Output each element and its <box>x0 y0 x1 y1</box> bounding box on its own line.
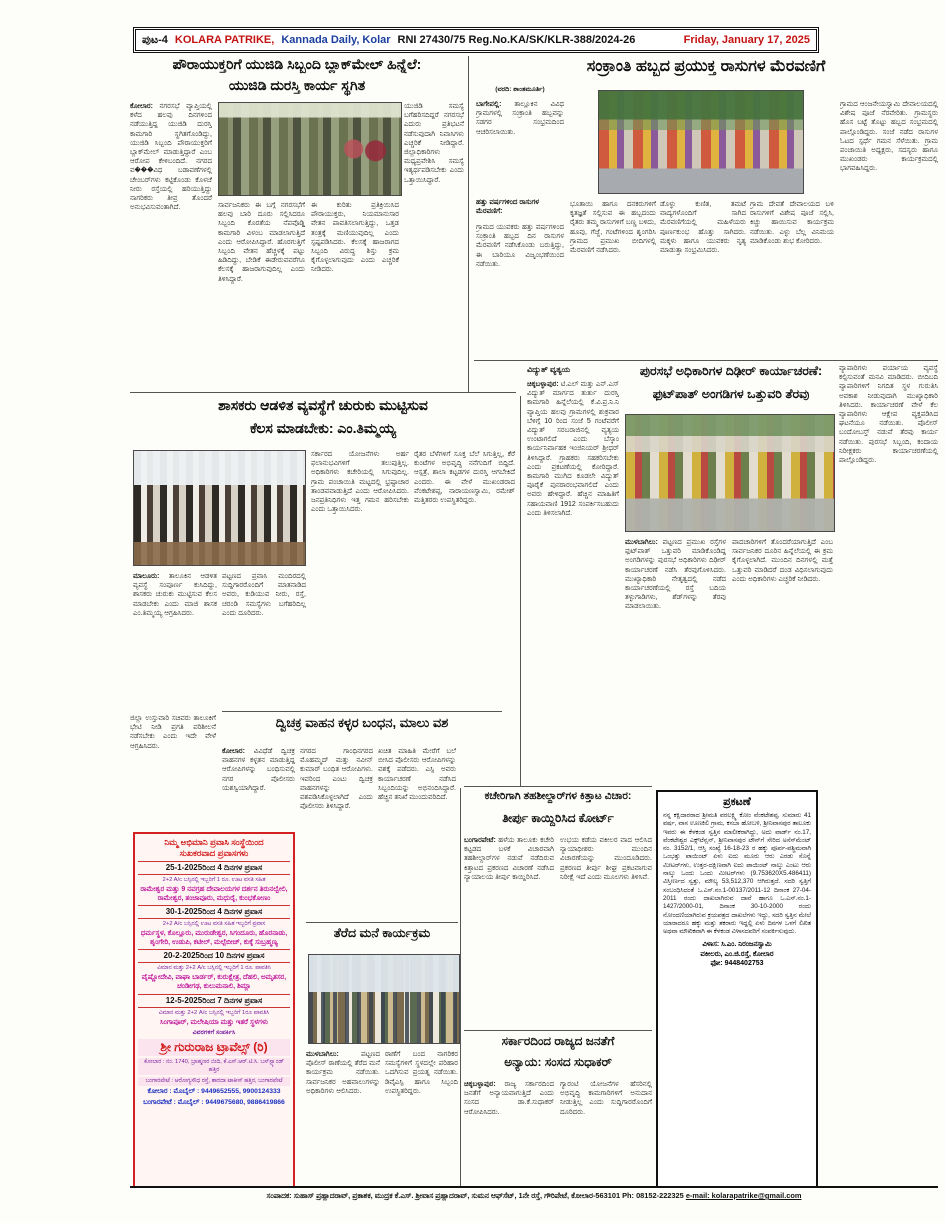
sankranti-col-1b: ಗ್ರಾಮದ ಯುವಕರು ಹತ್ತು ವರ್ಷಗಳಿಂದ ಸಂಕ್ರಾಂತಿ ಹಬ್ಬದ ದಿನ ರಾಸುಗಳ ಮೆರವಣಿಗೆ ನಡೆಸಿಕೊಂಡು ಬರುತ್ತಿದ್ದು, ಈ ಬಾರಿಯೂ ವಿಜೃಂಭಣೆಯಿಂದ ನಡೆಯಿತು. <box>476 224 564 268</box>
shasakaru-body-1: ತಾಲೂಕಿನ ಆಡಳಿತ ವ್ಯವಸ್ಥೆ ಸಂಪೂರ್ಣ ಕುಸಿದಿದ್ದು, ಶಾಸಕರು ಚುರುಕು ಮುಟ್ಟಿಸುವ ಕೆಲಸ ಮಾಡಬೇಕು ಎಂದು ಮಾಜಿ ಶಾಸಕ ಎಂ.ತಿಮ್ಮಯ್ಯ ಆಗ್ರಹಿಸಿದರು. <box>133 573 217 617</box>
dateline-vidyut: ಚಿಕ್ಕಬಳ್ಳಾಪುರ: <box>527 381 559 388</box>
ad-tour4-note: ವಿಮಾನ ಮತ್ತು 2+2 A/c ಬಸ್ಸಿನಲ್ಲಿ ಇಬ್ಬರಿಗೆ 1ರೂ ಪಾವತಿಸಿ <box>158 1009 270 1016</box>
ad-contact-intro: ವಿವರಗಳಿಗೆ ಸಂಪರ್ಕಿಸಿ <box>192 1029 236 1037</box>
masthead <box>133 27 819 53</box>
ugd-col-2: ಸಾರ್ವಜನಿಕರು ಈ ಬಗ್ಗೆ ನಗರಸಭೆಗೆ ಹಲವು ಬಾರಿ ದೂರು ಸಲ್ಲಿಸಿದರೂ ಸಿಬ್ಬಂದಿ ಕೊರತೆಯ ನೆಪವೊಡ್ಡಿ ಕಾಮಗಾರಿ ವಿಳಂಬ ಮಾಡಲಾಗುತ್ತಿದೆ ಎಂದು ಆರೋಪಿಸಿದ್ದಾರೆ. ಹೊರಗುತ್ತಿಗೆ ಸಿಬ್ಬಂದಿ ವೇತನ ಹೆಚ್ಚಳಕ್ಕೆ ಪಟ್ಟು ಹಿಡಿದಿದ್ದು, ಬೇಡಿಕೆ ಈಡೇರುವವರೆಗೂ ಕೆಲಸಕ್ಕೆ ಹಾಜರಾಗುವುದಿಲ್ಲ ಎಂದು ತಿಳಿಸಿದ್ದಾರೆ. <box>218 202 305 283</box>
sankranti-body-1: ತಾಲ್ಲೂಕಿನ ವಿವಿಧ ಗ್ರಾಮಗಳಲ್ಲಿ ಸಂಕ್ರಾಂತಿ ಹಬ್ಬವನ್ನು ಸಡಗರ ಸಂಭ್ರಮದಿಂದ ಆಚರಿಸಲಾಯಿತು. <box>476 101 564 136</box>
tereda-col-1 <box>306 1050 380 1188</box>
page-number-label: ಪುಟ-4 <box>142 33 168 46</box>
ad-tour1-places: ರಾಮೇಶ್ವರ ಮತ್ತು 9 ನವಗ್ರಹ ದೇವಾಲಯಗಳ ದರ್ಶನ ತಿರುನಲ್ವೇಲಿ, ರಾಮೇಶ್ವರ, ತಂಜಾವೂರು, ಮಧುರೈ, ಕುಂಭಕೋಣಂ <box>140 886 288 902</box>
court-col-1 <box>464 836 554 1028</box>
footer-rule <box>130 1186 938 1188</box>
ad-tour3-places: ವೈಷ್ಣೋದೇವಿ, ವಾಘಾ ಬಾರ್ಡರ್, ಕುರುಕ್ಷೇತ್ರ, ದೆಹಲಿ, ಅಮೃತಸರ, ಚಂಡೀಗಢ, ಕುಲುಮನಾಲಿ, ಶಿಮ್ಲಾ <box>141 974 287 990</box>
sankranti-col-2: ಭೂತಾಯಿ ಹಾಗೂ ದನಕರುಗಳಿಗೆ ಕೃತಜ್ಞತೆ ಸಲ್ಲಿಸುವ ಈ ಹಬ್ಬದಂದು ರೈತರು ತಮ್ಮ ರಾಸುಗಳಿಗೆ ಬಣ್ಣ ಬಳಿದು, ಹೂವು, ಗೆಜ್ಜೆ, ಗಂಟೆಗಳಿಂದ ಶೃಂಗರಿಸಿ ಗ್ರಾಮದ ಪ್ರಮುಖ ಬೀದಿಗಳಲ್ಲಿ ಮೆರವಣಿಗೆ ನಡೆಸಿದರು. <box>570 201 656 255</box>
notice-sig-name: ವಿಳಾಸ: ಸಿ.ಎಂ. ನಿರಂಜನಸ್ವಾಮಿ <box>702 941 772 949</box>
dvichakra-col-3: ಖಚಿತ ಮಾಹಿತಿ ಮೇರೆಗೆ ಬಲೆ ಬೀಸಿದ ಪೊಲೀಸರು ಆರೋಪಿಗಳನ್ನು ವಶಕ್ಕೆ ಪಡೆದರು. ಎಸ್ಪಿ ಅವರು ಕಾರ್ಯಾಚರಣೆ ನಡೆಸಿದ ಸಿಬ್ಬಂದಿಯನ್ನು ಅಭಿನಂದಿಸಿದ್ದಾರೆ. ಹೆಚ್ಚಿನ ತನಿಖೆ ಮುಂದುವರಿದಿದೆ. <box>378 748 456 802</box>
shasakaru-col-4: ರೈತರ ಬೆಳೆಗಳಿಗೆ ಸೂಕ್ತ ಬೆಲೆ ಸಿಗುತ್ತಿಲ್ಲ, ಕೆರೆ ಕುಂಟೆಗಳ ಅಭಿವೃದ್ಧಿ ನನೆಗುದಿಗೆ ಬಿದ್ದಿದೆ. ಆಸ್ಪತ್ರೆ, ಶಾಲಾ ಕಟ್ಟಡಗಳ ದುರಸ್ತಿ ಆಗಬೇಕಿದೆ ಎಂದರು. ಈ ವೇಳೆ ಮುಖಂಡರಾದ ವೆಂಕಟೇಶಪ್ಪ, ನಾರಾಯಣಸ್ವಾಮಿ, ರಮೇಶ್ ಮತ್ತಿತರರು ಉಪಸ್ಥಿತರಿದ್ದರು. <box>414 451 515 505</box>
ad-tour1-date: 25-1-2025ರಿಂದ 4 ದಿನಗಳ ಪ್ರವಾಸ <box>138 861 290 875</box>
sudhakar-col-1 <box>464 1080 554 1188</box>
headline-ugd-line2: ಯುಜಿಡಿ ದುರಸ್ತಿ ಕಾರ್ಯ ಸ್ಥಗಿತ <box>228 77 366 93</box>
shasakaru-col-5: ಜಿಲ್ಲಾ ಉಸ್ತುವಾರಿ ಸಚಿವರು ತಾಲೂಕಿಗೆ ಭೇಟಿ ನೀಡಿ ಪ್ರಗತಿ ಪರಿಶೀಲನೆ ನಡೆಸಬೇಕು ಎಂದು ಇದೇ ವೇಳೆ ಆಗ್ರಹಿಸಿದರು. <box>130 715 216 750</box>
court-col-2: ಉಭಯ ಕಡೆಯ ವಕೀಲರ ವಾದ ಆಲಿಸಿದ ನ್ಯಾಯಾಧೀಶರು ಮುಂದಿನ ವಿಚಾರಣೆಯನ್ನು ಮುಂದೂಡಿದರು. ಪ್ರಕರಣದ ತೀರ್ಪು ಶೀಘ್ರ ಪ್ರಕಟವಾಗುವ ನಿರೀಕ್ಷೆ ಇದೆ ಎಂದು ಮೂಲಗಳು ತಿಳಿಸಿವೆ. <box>560 837 652 881</box>
shasakaru-col-3: ಸರ್ಕಾರದ ಯೋಜನೆಗಳು ಅರ್ಹ ಫಲಾನುಭವಿಗಳಿಗೆ ತಲುಪುತ್ತಿಲ್ಲ. ಅಧಿಕಾರಿಗಳು ಕಚೇರಿಯಲ್ಲಿ ಸಿಗುವುದಿಲ್ಲ. ಗ್ರಾಮ ಪಂಚಾಯಿತಿ ಮಟ್ಟದಲ್ಲಿ ಭ್ರಷ್ಟಾಚಾರ ತಾಂಡವವಾಡುತ್ತಿದೆ ಎಂದು ಆರೋಪಿಸಿದರು. ಜನಪ್ರತಿನಿಧಿಗಳು ಇತ್ತ ಗಮನ ಹರಿಸಬೇಕು ಎಂದು ಒತ್ತಾಯಿಸಿದರು. <box>311 451 409 514</box>
ad-phone-bangarpet: ಬಂಗಾರಪೇಟೆ : ಮೊಬೈಲ್ : 9449675680, 9886419866 <box>143 1098 285 1106</box>
imprint-text: ಸಂಪಾದಕ: ಸುಹಾಸ್ ಪ್ರಹ್ಲಾದರಾವ್, ಪ್ರಕಾಶಕ, ಮುದ್ರಕ ಕೆ.ಎಸ್. ಶ್ರೀವಾಸ ಪ್ರಹ್ಲಾದರಾವ್, ಸುಮನ ಆಫ್‌ಸೆಟ್, 1ನೇ ರಸ್ತೆ, ಗೌರಿಪೇಟೆ, ಕೋಲಾರ-563101 Ph: 08152-222325 <box>266 1191 684 1200</box>
headline-sudhakar-line2: ಅನ್ಯಾಯ: ಸಂಸದ ಸುಧಾಕರ್ <box>504 1055 612 1069</box>
purasabhe-col-3: ವ್ಯಾಪಾರಿಗಳು ಪರ್ಯಾಯ ವ್ಯವಸ್ಥೆ ಕಲ್ಪಿಸುವಂತೆ ಮನವಿ ಮಾಡಿದರು. ಬೀದಿಬದಿ ವ್ಯಾಪಾರಿಗಳಿಗೆ ನಿಗದಿತ ಸ್ಥಳ ಗುರುತಿಸಿ ಅವಕಾಶ ನೀಡುವುದಾಗಿ ಮುಖ್ಯಾಧಿಕಾರಿ ತಿಳಿಸಿದರು. ಕಾರ್ಯಾಚರಣೆ ವೇಳೆ ಕೆಲ ವ್ಯಾಪಾರಿಗಳು ಆಕ್ಷೇಪ ವ್ಯಕ್ತಪಡಿಸಿದ ಘಟನೆಯೂ ನಡೆಯಿತು. ಪೊಲೀಸ್ ಬಂದೋಬಸ್ತ್ ನಡುವೆ ತೆರವು ಕಾರ್ಯ ನಡೆಯಿತು. ಪುರಸಭೆ ಸಿಬ್ಬಂದಿ, ಕಂದಾಯ ನಿರೀಕ್ಷಕರು ಕಾರ್ಯಾಚರಣೆಯಲ್ಲಿ ಪಾಲ್ಗೊಂಡಿದ್ದರು. <box>839 365 938 465</box>
column-rule-bottom <box>460 788 461 1188</box>
rule-above-dvichakra <box>222 711 502 712</box>
ugd-col-1 <box>130 102 212 390</box>
ad-tour3-date: 20-2-2025ರಿಂದ 10 ದಿನಗಳ ಪ್ರವಾಸ <box>138 949 290 963</box>
column-rule-middle <box>520 396 521 786</box>
subhead-sankranti: ಹತ್ತು ವರ್ಷಗಳಿಂದ ರಾಸುಗಳ ಮೆರವಣಿಗೆ: <box>476 199 540 215</box>
notice-sig-role: ವಕೀಲರು, ಎಂ.ಜಿ.ರಸ್ತೆ, ಕೋಲಾರ <box>700 950 774 958</box>
purasabhe-col-1 <box>625 538 726 786</box>
sankranti-col-1 <box>476 100 564 196</box>
dvichakra-body-1: ವಿವಿಧೆಡೆ ದ್ವಿಚಕ್ರ ವಾಹನಗಳ ಕಳ್ಳತನ ಮಾಡುತ್ತಿದ್ದ ಆರೋಪಿಗಳನ್ನು ಬಂಧಿಸುವಲ್ಲಿ ನಗರ ಪೊಲೀಸರು ಯಶಸ್ವಿಯಾಗಿದ್ದಾರೆ. <box>222 748 295 792</box>
dvichakra-col-1 <box>222 747 295 827</box>
ad-tour2-date: 30-1-2025ರಿಂದ 4 ದಿನಗಳ ಪ್ರವಾಸ <box>138 905 290 919</box>
tereda-body-1: ಪಟ್ಟಣದ ಪೊಲೀಸ್ ಠಾಣೆಯಲ್ಲಿ ತೆರೆದ ಮನೆ ಕಾರ್ಯಕ್ರಮ ನಡೆಯಿತು. ಸಾರ್ವಜನಿಕರ ಅಹವಾಲುಗಳನ್ನು ಅಧಿಕಾರಿಗಳು ಆಲಿಸಿದರು. <box>306 1051 380 1095</box>
headline-dvichakra: ದ್ವಿಚಕ್ರ ವಾಹನ ಕಳ್ಳರ ಬಂಧನ, ಮಾಲು ವಶ <box>275 715 449 730</box>
headline-purasabhe-line1: ಪುರಸಭೆ ಅಧಿಕಾರಿಗಳ ದಿಢೀರ್ ಕಾರ್ಯಾಚರಣೆ: <box>639 364 823 378</box>
rule-above-sudhakar <box>464 1030 652 1031</box>
column-rule-top <box>468 56 469 392</box>
headline-purasabhe-line2: ಫುಟ್‌ಪಾತ್ ಅಂಗಡಿಗಳ ಒತ್ತುವರಿ ತೆರವು <box>652 387 810 401</box>
dateline-sudhakar: ಚಿಕ್ಕಬಳ್ಳಾಪುರ: <box>464 1081 496 1088</box>
ad-title <box>164 837 263 859</box>
byline-sankranti: (ವರದಿ: ಶಾಂತಮೂರ್ತಿ) <box>495 86 545 93</box>
sudhakar-body-1: ರಾಜ್ಯ ಸರ್ಕಾರದಿಂದ ಜನತೆಗೆ ಅನ್ಯಾಯವಾಗುತ್ತಿದೆ ಎಂದು ಸಂಸದ ಡಾ.ಕೆ.ಸುಧಾಕರ್ ಆರೋಪಿಸಿದರು. <box>464 1081 554 1116</box>
ugd-body-1: ನಗರಸಭೆ ವ್ಯಾಪ್ತಿಯಲ್ಲಿ ಕಳೆದ ಹಲವು ದಿನಗಳಿಂದ ನಡೆಯುತ್ತಿದ್ದ ಯುಜಿಡಿ ದುರಸ್ತಿ ಕಾಮಗಾರಿ ಸ್ಥಗಿತಗೊಂಡಿದ್ದು, ಯುಜಿಡಿ ಸಿಬ್ಬಂದಿ ಪೌರಾಯುಕ್ತರಿಗೆ ಬ್ಲಾಕ್‌ಮೇಲ್ ಮಾಡುತ್ತಿದ್ದಾರೆ ಎಂಬ ಆರೋಪ ಕೇಳಿಬಂದಿದೆ. ನಗರದ ವ���ವಿಧ ಬಡಾವಣೆಗಳಲ್ಲಿ ಚೇಂಬರ್‌ಗಳು ಕಟ್ಟಿಕೊಂಡು ಕೊಳಚೆ ನೀರು ರಸ್ತೆಯಲ್ಲಿ ಹರಿಯುತ್ತಿದ್ದು ನಾಗರಿಕರು ತೀವ್ರ ತೊಂದರೆ ಅನುಭವಿಸುವಂತಾಗಿದೆ. <box>130 103 212 212</box>
ad-tour4-places: ಸಿಂಗಾಪೂರ್, ಮಲೇಷಿಯಾ ಮತ್ತು ಇತರೆ ಸ್ಥಳಗಳು <box>160 1018 268 1026</box>
notice-signature <box>663 940 811 968</box>
headline-shasakaru-line1: ಶಾಸಕರು ಆಡಳಿತ ವ್ಯವಸ್ಥೆಗೆ ಚುರುಕು ಮುಟ್ಟಿಸುವ <box>218 397 428 413</box>
dateline-dvichakra: ಕೋಲಾರ: <box>222 748 245 755</box>
ad-title-line1: ನಿಮ್ಮ ಅಭಿಮಾನಿ ಪ್ರವಾಸಿ ಸಂಸ್ಥೆಯಿಂದ <box>164 837 264 847</box>
ad-title-line2: ಸುಖಕರವಾದ ಪ್ರವಾಸಗಳು <box>179 848 249 858</box>
ad-address-kolar: ಕೋಲಾರ : ನಂ. 1740, ಬ್ರಾಹ್ಮಣರ ಬೀದಿ, ಕೆ.ಎಸ್.ಆರ್.ಟಿ.ಸಿ. ಬಸ್‌ಸ್ಟ್ಯಾಂಡ್ ಹತ್ತಿರ <box>138 1058 290 1075</box>
dateline-court: ಬಂಗಾರಪೇಟೆ: <box>464 837 496 844</box>
travel-ad-box <box>133 832 295 1188</box>
rule-above-tereda <box>306 922 458 923</box>
ad-tour2-places: ಧರ್ಮಸ್ಥಳ, ಕೊಲ್ಲೂರು, ಮುರುಡೇಶ್ವರ, ಸಿಗಂದೂರು, ಹೊರನಾಡು, ಶೃಂಗೇರಿ, ಉಡುಪಿ, ಕಟೀಲ್, ಮಲ್ಪೆಬೀಚ್, ಕುಕ್ಕೆ ಸುಬ್ರಹ್ಮಣ್ಯ <box>140 930 288 946</box>
section-rule-right <box>474 360 938 361</box>
rni-number: RNI 27430/75 Reg.No.KA/SK/KLR-388/2024-26 <box>397 34 636 46</box>
headline-tereda: ತೆರೆದ ಮನೆ ಕಾರ್ಯಕ್ರಮ <box>333 926 431 940</box>
shasakaru-col-2: ಪಟ್ಟಣದ ಪ್ರವಾಸಿ ಮಂದಿರದಲ್ಲಿ ಸುದ್ದಿಗಾರರೊಂದಿಗೆ ಮಾತನಾಡಿದ ಅವರು, ಕುಡಿಯುವ ನೀರು, ರಸ್ತೆ, ಚರಂಡಿ ಸಮಸ್ಯೆಗಳು ಬಗೆಹರಿದಿಲ್ಲ ಎಂದು ದೂರಿದರು. <box>222 573 306 617</box>
issue-date: Friday, January 17, 2025 <box>683 34 810 46</box>
vidyut-col <box>527 380 619 784</box>
headline-court-line1: ಕಚೇರಿಗಾಗಿ ತಹಶೀಲ್ದಾರ್‌ಗಳ ಕಿತ್ತಾಟ ವಿಚಾರ: <box>484 790 632 802</box>
tereda-col-2: ಠಾಣೆಗೆ ಬಂದ ನಾಗರಿಕರ ಸಮಸ್ಯೆಗಳಿಗೆ ಸ್ಥಳದಲ್ಲೇ ಪರಿಹಾರ ಒದಗಿಸುವ ಪ್ರಯತ್ನ ನಡೆಯಿತು. ಡಿವೈಎಸ್ಪಿ ಹಾಗೂ ಸಿಬ್ಬಂದಿ ಉಪಸ್ಥಿತರಿದ್ದರು. <box>385 1051 458 1095</box>
ad-tour2-note: 2+2 A/c ಬಸ್ಸಿನಲ್ಲಿ ಊಟ ವಸತಿ ಸಹಿತ ಇಬ್ಬರಿಗೆ ಪ್ರವಾಸ <box>162 921 266 928</box>
photo-open-house <box>308 954 460 1044</box>
dvichakra-col-2: ನಗರದ ಗಾಂಧಿನಗರದ ಮೊಹಮ್ಮದ್ ಮತ್ತು ನವೀನ್ ಕುಮಾರ್ ಬಂಧಿತ ಆರೋಪಿಗಳು. ಇವರಿಂದ ಎಂಟು ದ್ವಿಚಕ್ರ ವಾಹನಗಳನ್ನು ವಶಪಡಿಸಿಕೊಳ್ಳಲಾಗಿದೆ ಎಂದು ಪೊಲೀಸರು ತಿಳಿಸಿದ್ದಾರೆ. <box>300 748 373 811</box>
sankranti-col-5: ಗ್ರಾಮದ ಆಂಜನೇಯಸ್ವಾಮಿ ದೇವಾಲಯದಲ್ಲಿ ವಿಶೇಷ ಪೂಜೆ ನೆರವೇರಿತು. ಗ್ರಾಮಸ್ಥರು ಹೊಸ ಬಟ್ಟೆ ತೊಟ್ಟು ಹಬ್ಬದ ಸಂಭ್ರಮದಲ್ಲಿ ಪಾಲ್ಗೊಂಡಿದ್ದರು. ಸಂಜೆ ನಡೆದ ರಾಸುಗಳ ಓಟದ ಸ್ಪರ್ಧೆ ಗಮನ ಸೆಳೆಯಿತು. ಗ್ರಾಮ ಪಂಚಾಯಿತಿ ಅಧ್ಯಕ್ಷರು, ಸದಸ್ಯರು ಹಾಗೂ ಮುಖಂಡರು ಕಾರ್ಯಕ್ರಮದಲ್ಲಿ ಭಾಗವಹಿಸಿದ್ದರು. <box>840 101 938 173</box>
ugd-col-3: ಈ ಕುರಿತು ಪ್ರತಿಕ್ರಿಯಿಸಿದ ಪೌರಾಯುಕ್ತರು, ನಿಯಮಾನುಸಾರ ವೇತನ ಪಾವತಿಸಲಾಗುತ್ತಿದ್ದು, ಒತ್ತಡ ತಂತ್ರಕ್ಕೆ ಮಣಿಯುವುದಿಲ್ಲ ಎಂದು ಸ್ಪಷ್ಟಪಡಿಸಿದರು. ಕೆಲಸಕ್ಕೆ ಹಾಜರಾಗದ ಸಿಬ್ಬಂದಿ ವಿರುದ್ಧ ಶಿಸ್ತು ಕ್ರಮ ಕೈಗೊಳ್ಳಲಾಗುವುದು ಎಂದು ಎಚ್ಚರಿಕೆ ನೀಡಿದರು. <box>311 202 399 274</box>
section-rule-left <box>130 392 516 393</box>
photo-ugd-staff <box>218 102 402 196</box>
notice-sig-phone: ಫೋ: 9448402753 <box>710 960 764 968</box>
ugd-col-4: ಯುಜಿಡಿ ಸಮಸ್ಯೆ ಬಗೆಹರಿಸದಿದ್ದರೆ ನಗರಸಭೆ ಎದುರು ಪ್ರತಿಭಟನೆ ನಡೆಸುವುದಾಗಿ ನಿವಾಸಿಗಳು ಎಚ್ಚರಿಕೆ ನೀಡಿದ್ದಾರೆ. ಜಿಲ್ಲಾಧಿಕಾರಿಗಳು ಮಧ್ಯಪ್ರವೇಶಿಸಿ ಸಮಸ್ಯೆ ಇತ್ಯರ್ಥಪಡಿಸಬೇಕು ಎಂದು ಒತ್ತಾಯಿಸಿದ್ದಾರೆ. <box>404 103 464 184</box>
ad-phone-kolar: ಕೋಲಾರ : ಮೊಬೈಲ್ : 9449652555, 9900124333 <box>147 1088 281 1096</box>
dateline-purasabhe: ಮುಳಬಾಗಿಲು: <box>625 539 658 546</box>
photo-meeting <box>133 450 306 566</box>
sankranti-col-4: ಗ್ರಾಮ ದೇವತೆ ದೇವಾಲಯದ ಬಳಿ ರಾಸುಗಳಿಗೆ ವಿಶೇಷ ಪೂಜೆ ಸಲ್ಲಿಸಿ, ಕಿಚ್ಚು ಹಾಯಿಸುವ ಕಾರ್ಯಕ್ರಮ ನಡೆಯಿತು. ಎಳ್ಳು ಬೆಲ್ಲ ವಿನಿಮಯ ಮಾಡಿಕೊಂಡು ಶುಭ ಕೋರಿದರು. <box>750 201 834 245</box>
dateline-tereda: ಮುಳಬಾಗಿಲು: <box>306 1051 339 1058</box>
ad-address-bangarpet: ಬಂಗಾರಪೇಟೆ : ಆರೋಗ್ಯಸೌಧ ರಸ್ತೆ, ಶಾರದಾ ಟಾಕೀಸ್ ಹತ್ತಿರ, ಬಂಗಾರಪೇಟೆ <box>138 1077 290 1086</box>
imprint-email: e-mail: kolarapatrike@gmail.com <box>685 1191 802 1200</box>
brand-subtitle: Kannada Daily, Kolar <box>281 34 391 46</box>
purasabhe-body-1: ಪಟ್ಟಣದ ಪ್ರಮುಖ ರಸ್ತೆಗಳ ಫುಟ್‌ಪಾತ್ ಒತ್ತುವರಿ ಮಾಡಿಕೊಂಡಿದ್ದ ಅಂಗಡಿಗಳನ್ನು ಪುರಸಭೆ ಅಧಿಕಾರಿಗಳು ದಿಢೀರ್ ಕಾರ್ಯಾಚರಣೆ ನಡೆಸಿ ತೆರವುಗೊಳಿಸಿದರು. ಮುಖ್ಯಾಧಿಕಾರಿ ನೇತೃತ್ವದಲ್ಲಿ ನಡೆದ ಕಾರ್ಯಾಚರಣೆಯಲ್ಲಿ ರಸ್ತೆ ಬದಿಯ ತಳ್ಳುಗಾಡಿಗಳು, ಶೆಡ್‌ಗಳನ್ನು ತೆರವು ಮಾಡಲಾಯಿತು. <box>625 539 726 611</box>
headline-shasakaru-line2: ಕೆಲಸ ಮಾಡಬೇಕು: ಎಂ.ತಿಮ್ಮಯ್ಯ <box>249 420 397 436</box>
ad-tour4-date: 12-5-2025ರಿಂದ 7 ದಿನಗಳ ಪ್ರವಾಸ <box>138 994 290 1008</box>
rule-above-court <box>464 786 652 787</box>
notice-title: ಪ್ರಕಟಣೆ <box>723 796 751 808</box>
brand-title: KOLARA PATRIKE, <box>174 34 275 46</box>
headline-vidyut: ವಿದ್ಯುತ್ ವ್ಯತ್ಯಯ <box>527 365 571 374</box>
sudhakar-col-2: ಗ್ಯಾರಂಟಿ ಯೋಜನೆಗಳ ಹೆಸರಿನಲ್ಲಿ ಅಭಿವೃದ್ಧಿ ಕಾಮಗಾರಿಗಳಿಗೆ ಅನುದಾನ ನೀಡುತ್ತಿಲ್ಲ ಎಂದು ಸುದ್ದಿಗಾರರೊಂದಿಗೆ ದೂರಿದರು. <box>560 1081 652 1116</box>
sankranti-col-3: ಡೊಳ್ಳು ಕುಣಿತ, ತಮಟೆ ವಾದ್ಯಗಳೊಂದಿಗೆ ಸಾಗಿದ ಮೆರವಣಿಗೆಯಲ್ಲಿ ಮಹಿಳೆಯರು ಪೂರ್ಣಕುಂಭ ಹೊತ್ತು ಸಾಗಿದರು. ಮಕ್ಕಳು ಹಾಗೂ ಯುವಕರು ನೃತ್ಯ ಮಾಡುತ್ತಾ ಸಂಭ್ರಮಿಸಿದರು. <box>660 201 746 255</box>
headline-ugd-line1: ಪೌರಾಯುಕ್ತರಿಗೆ ಯುಜಿಡಿ ಸಿಬ್ಬಂದಿ ಬ್ಲಾಕ್‌ಮೇಲ್ ಹಿನ್ನೆಲೆ: <box>172 56 422 72</box>
dateline-shasakaru: ಮಾಲೂರು: <box>133 573 160 580</box>
photo-footpath-eviction <box>625 414 835 532</box>
notice-body: ನನ್ನ ಕಕ್ಷಿದಾರರಾದ ಶ್ರೀಮತಿ ವರಲಕ್ಷ್ಮಿ ಕೋಂ ವೆಂಕಟೇಶಪ್ಪ, ಸುಮಾರು 41 ವರ್ಷ, ವಾಸ ಊಣಕಿಲಿ ಗ್ರಾಮ, ಕಸಬಾ ಹೋಬಳಿ, ಶ್ರೀನಿವಾಸಪುರ ತಾಲೂಕು ಇವರು ಈ ಕೆಳಕಂಡ ಸ್ವತ್ತಿನ ಮಾಲೀಕರಾಗಿದ್ದು, ಅದು ವಾರ್ಡ್ ನಂ.17, ವೆಂಕಟೇಶ್ವರ ಎಕ್ಸ್‌ಟೆನ್ಷನ್, ಶ್ರೀನಿವಾಸಪುರ ಟೌನ್‌ಗೆ ಸೇರಿದ ಅಸೆಸ್‌ಮೆಂಟ್ ನಂ. 3152/1, ಆಸ್ತಿ ಸಂಖ್ಯೆ 16-18-23 ರ ಹಕ್ಕು ಪೂರ್ವ-ಪಶ್ಚಿಮವಾಗಿ ಒಂಭತ್ತು ಪಾಯಿಂಟ್ ಏಳು ಐದು ಮೂರು ಆರು ಎರಡು ಸೊನ್ನೆ ಮೀಟರ್‌ಗಳು, ಉತ್ತರ-ದಕ್ಷಿಣವಾಗಿ ಐದು ಪಾಯಿಂಟ್ ನಾಲ್ಕು ಎಂಟು ಆರು ನಾಲ್ಕು ಒಂದು ಒಂದು ಮೀಟರ್‌ಗಳು (9.753620X5.486411) ವಿಸ್ತೀರ್ಣದ ಸ್ವತ್ತು, ಮೌಲ್ಯ 53,512,370 ಆಗಿರುತ್ತದೆ. ಸದರಿ ಸ್ವತ್ತಿಗೆ ಸಂಬಂಧಿಸಿದಂತೆ ಒ.ಎಸ್.ನಂ.1-00137/2011-12 ದಿನಾಂಕ 27-04-2011 ರಂದು ದಾಖಲಾಗಿರುವ ದಾವೆ ಹಾಗೂ ಒ.ಎಸ್.ನಂ.1-1427/2000-01, ದಿನಾಂಕ 30-10-2000 ರಂದು ನೋಂದಣಿಯಾಗಿರುವ ಕ್ರಯಪತ್ರದ ದಾಖಲೆಗಳು ಇದ್ದು, ಸದರಿ ಸ್ವತ್ತಿನ ಮೇಲೆ ಯಾರಾದರೂ ಹಕ್ಕು ಮತ್ತು ತಕರಾರು ಇದ್ದಲ್ಲಿ ಏಳು ದಿನಗಳ ಒಳಗೆ ಲಿಖಿತ ಅಥವಾ ಮೌಖಿಕವಾಗಿ ಈ ಕೆಳಕಂಡ ವಿಳಾಸದವರಿಗೆ ಸಂಪರ್ಕಿಸುವುದು. <box>663 812 811 936</box>
ad-tour1-note: 2+2 A/c ಬಸ್ಸಿನಲ್ಲಿ ಇಬ್ಬರಿಗೆ 1 ರೂ. ಊಟ ವಸತಿ ಸಹಿತ <box>162 877 266 883</box>
headline-sudhakar-line1: ಸರ್ಕಾರದಿಂದ ರಾಜ್ಯದ ಜನತೆಗೆ <box>501 1034 615 1048</box>
photo-cattle-procession <box>598 90 804 194</box>
ad-agency-name: ಶ್ರೀ ಗುರುರಾಜ ಟ್ರಾವೆಲ್ಸ್ (ರಿ) <box>138 1039 290 1056</box>
ad-tour3-note: ವಿಮಾನ ಮತ್ತು 2+2 A/c ಬಸ್ಸಿನಲ್ಲಿ ಇಬ್ಬರಿಗೆ 1 ರೂ. ಪಾವತಿಸಿ <box>157 965 271 972</box>
dateline-sankranti: ಬಾಗೇಪಲ್ಲಿ: <box>476 101 502 108</box>
dateline-ugd: ಕೋಲಾರ: <box>130 103 153 110</box>
vidyut-body: ಟಿ.ಎಲ್ ಮತ್ತು ಎನ್.ಎಸ್ ವಿದ್ಯುತ್ ಮಾರ್ಗದ ತುರ್ತು ದುರಸ್ತಿ ಕಾಮಗಾರಿ ಹಿನ್ನೆಲೆಯಲ್ಲಿ ಕೆ.ವಿ.ಪ್ರ.ನಿ.ನಿ ವ್ಯಾಪ್ತಿಯ ಹಲವು ಗ್ರಾಮಗಳಲ್ಲಿ ಶುಕ್ರವಾರ ಬೆಳಿಗ್ಗೆ 10 ರಿಂದ ಸಂಜೆ 5 ಗಂಟೆವರೆಗೆ ವಿದ್ಯುತ್ ಸರಬರಾಜಿನಲ್ಲಿ ವ್ಯತ್ಯಯ ಉಂಟಾಗಲಿದೆ ಎಂದು ಬೆಸ್ಕಾಂ ಕಾರ್ಯನಿರ್ವಾಹಕ ಇಂಜಿನಿಯರ್ ಶ್ರೀಧರ್ ತಿಳಿಸಿದ್ದಾರೆ. ಗ್ರಾಹಕರು ಸಹಕರಿಸಬೇಕು ಎಂದು ಪ್ರಕಟಣೆಯಲ್ಲಿ ಕೋರಿದ್ದಾರೆ. ಕಾಮಗಾರಿ ಮುಗಿದ ಕೂಡಲೇ ವಿದ್ಯುತ್ ಪೂರೈಕೆ ಪುನರಾರಂಭವಾಗಲಿದೆ ಎಂದು ಅವರು ಹೇಳಿದ್ದಾರೆ. ಹೆಚ್ಚಿನ ಮಾಹಿತಿಗೆ ಸಹಾಯವಾಣಿ 1912 ಸಂಪರ್ಕಿಸಬಹುದು ಎಂದು ತಿಳಿಸಲಾಗಿದೆ. <box>527 381 619 517</box>
legal-notice-box <box>656 790 818 1188</box>
shasakaru-col-1 <box>133 572 217 710</box>
footer-imprint <box>130 1191 938 1204</box>
headline-sankranti: ಸಂಕ್ರಾಂತಿ ಹಬ್ಬದ ಪ್ರಯುಕ್ತ ರಾಸುಗಳ ಮೆರವಣಿಗೆ <box>586 58 826 75</box>
headline-court-line2: ತೀರ್ಪು ಕಾಯ್ದಿರಿಸಿದ ಕೋರ್ಟ್ <box>502 811 614 825</box>
court-body-1: ಹಳೆಯ ತಾಲೂಕು ಕಚೇರಿ ಕಟ್ಟಡದ ಬಳಕೆ ವಿಚಾರವಾಗಿ ತಹಶೀಲ್ದಾರ್‌ಗಳ ನಡುವೆ ನಡೆದಿರುವ ಕಿತ್ತಾಟದ ಪ್ರಕರಣದ ವಿಚಾರಣೆ ನಡೆಸಿದ ನ್ಯಾಯಾಲಯ ತೀರ್ಪು ಕಾಯ್ದಿರಿಸಿದೆ. <box>464 837 554 881</box>
purasabhe-col-2: ಪಾದಚಾರಿಗಳಿಗೆ ತೊಂದರೆಯಾಗುತ್ತಿದೆ ಎಂಬ ಸಾರ್ವಜನಿಕರ ದೂರಿನ ಹಿನ್ನೆಲೆಯಲ್ಲಿ ಈ ಕ್ರಮ ಕೈಗೊಳ್ಳಲಾಗಿದೆ. ಮುಂದಿನ ದಿನಗಳಲ್ಲಿ ಮತ್ತೆ ಒತ್ತುವರಿ ಮಾಡಿದರೆ ದಂಡ ವಿಧಿಸಲಾಗುವುದು ಎಂದು ಅಧಿಕಾರಿಗಳು ಎಚ್ಚರಿಕೆ ನೀಡಿದರು. <box>732 539 833 583</box>
